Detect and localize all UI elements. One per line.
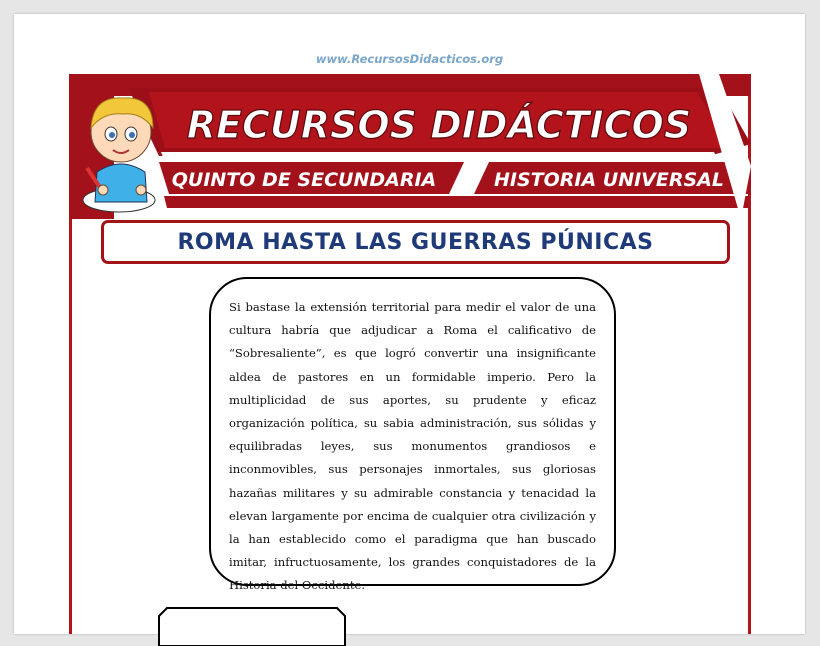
- header-banner: [69, 74, 751, 219]
- document-page: [14, 14, 805, 634]
- site-url[interactable]: www.RecursosDidacticos.org: [315, 52, 504, 66]
- document-title-box: [101, 220, 730, 264]
- reading-box: [209, 277, 616, 593]
- brand-title: RECURSOS DIDÁCTICOS: [186, 103, 692, 147]
- next-section-tab: [157, 606, 347, 646]
- document-title: ROMA HASTA LAS GUERRAS PÚNICAS: [177, 229, 654, 255]
- reading-paragraph: Si bastase la extensión territorial para medir el valor de una cultura habría que adjudicar a Roma el calificativo de “Sobresaliente”, es que logró convertir una insignificante aldea de pastores en un formidable imperio. Pero la multiplicidad de sus aportes, su prudente y eficaz organización política, su sabia administración, sus sólidas y equilibradas leyes, sus monumentos grandiosos e inconmovibles, sus personajes inmortales, sus gloriosas hazañas militares y su admirable constancia y tenacidad la elevan largamente por encima de cualquier otra civilización y la han establecido como el paradigma que han buscado imitar, infructuosamente, los grandes conquistadores de la Historia del Occidente.: [229, 300, 596, 593]
- grade-label: QUINTO DE SECUNDARIA: [171, 169, 437, 191]
- subject-label: HISTORIA UNIVERSAL: [494, 169, 724, 191]
